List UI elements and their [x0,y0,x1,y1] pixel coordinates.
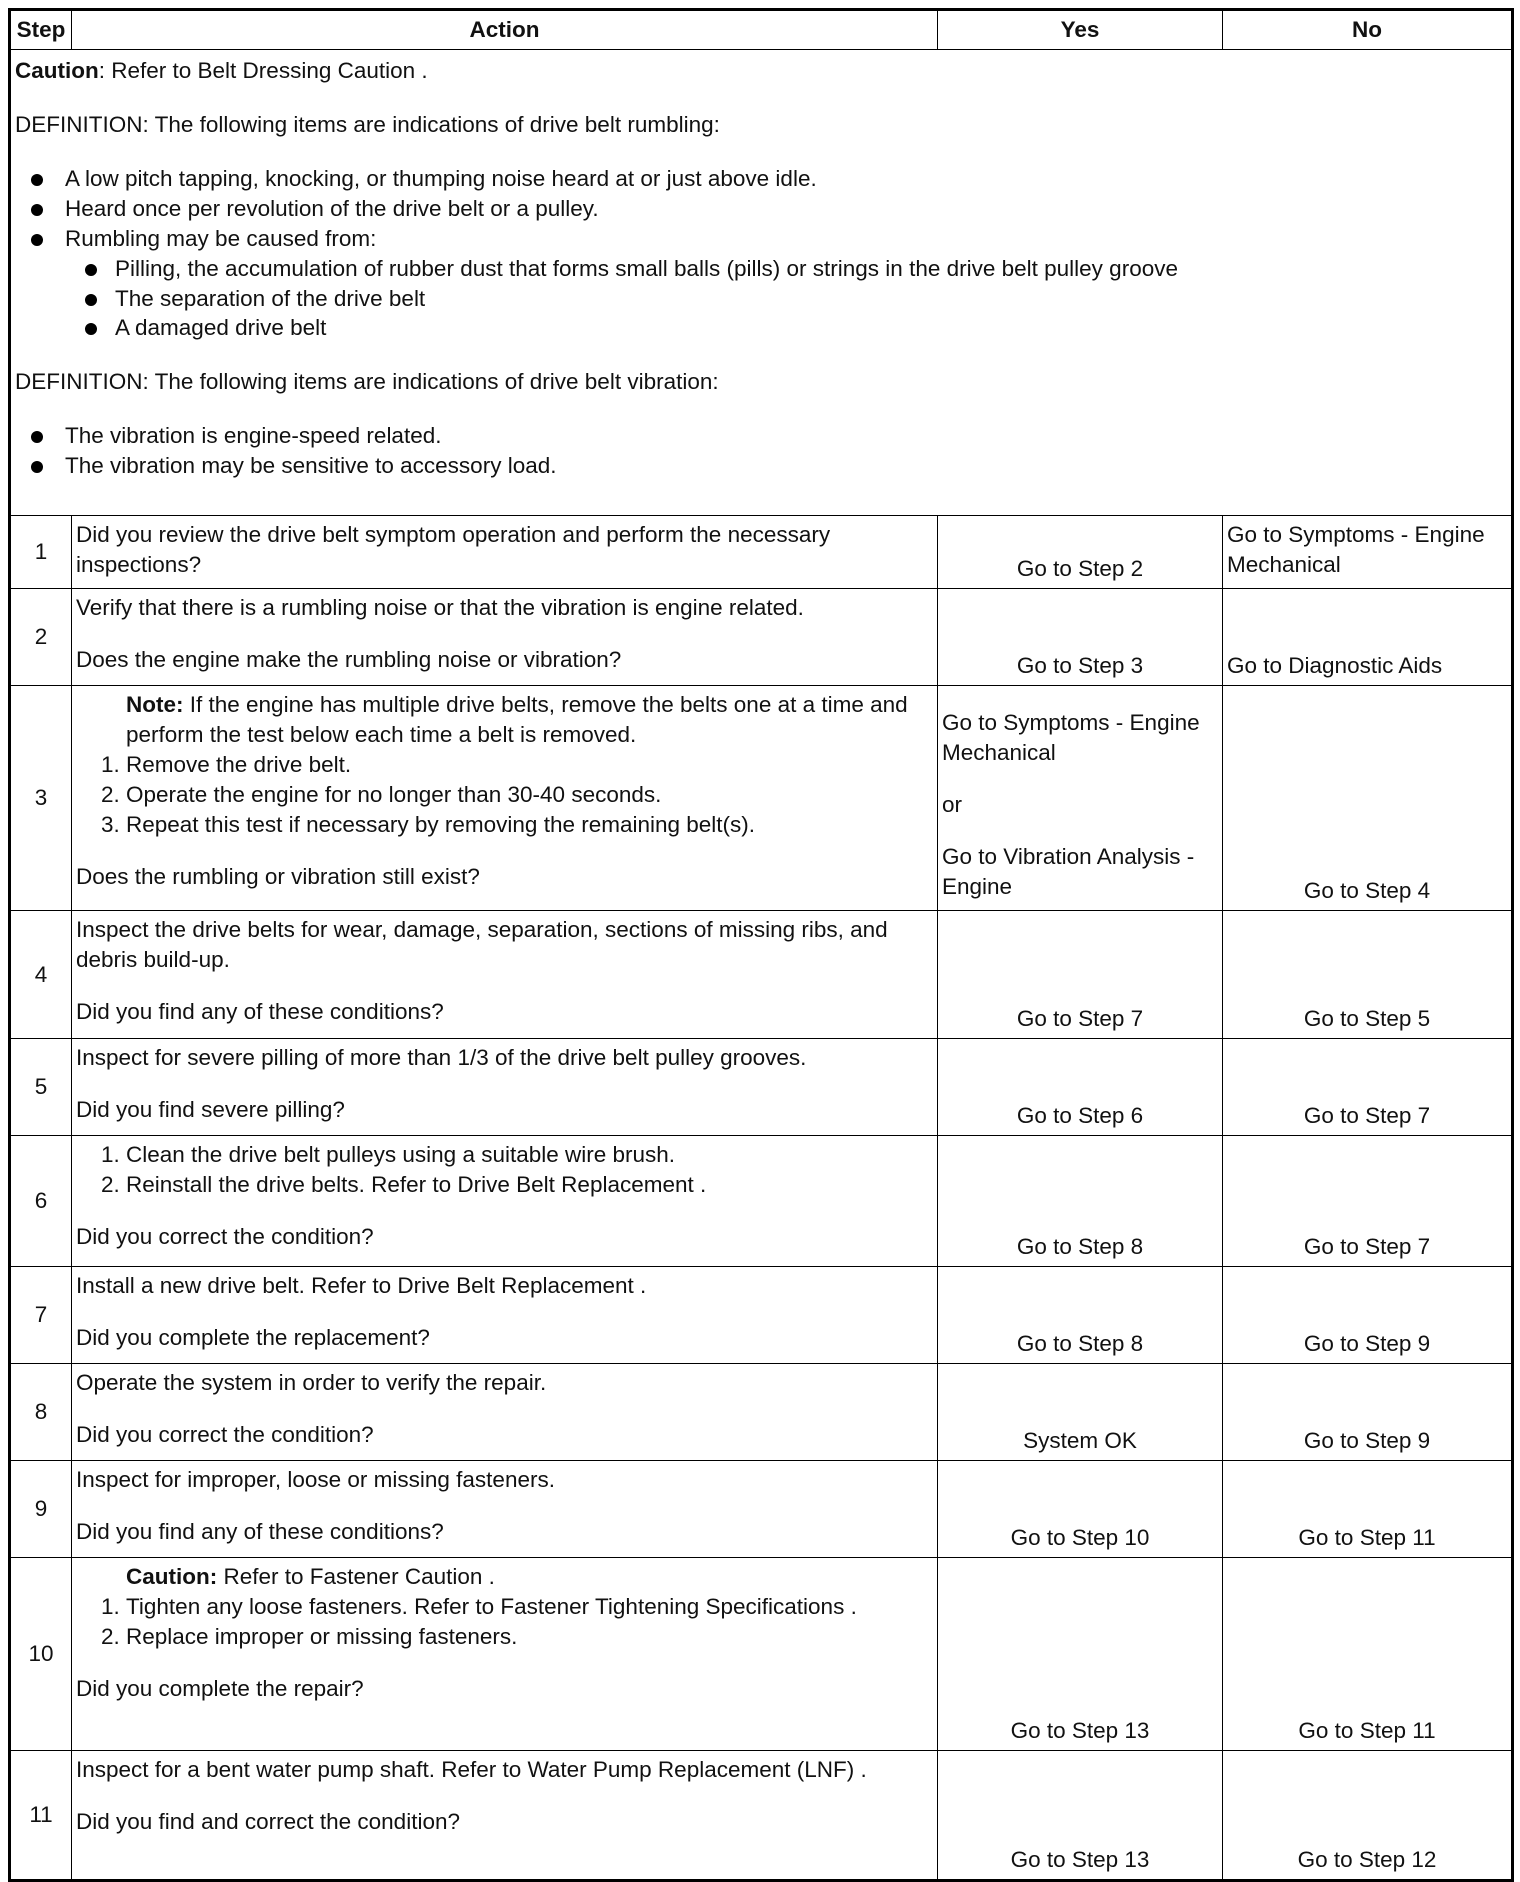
step-yes: Go to Step 2 [938,516,1223,589]
step-no: Go to Step 9 [1223,1267,1513,1364]
step-question: Did you correct the condition? [76,1223,374,1249]
step-question: Did you find any of these conditions? [76,1518,444,1544]
step-no: Go to Step 9 [1223,1364,1513,1461]
step-list [76,750,933,840]
step-action [72,911,938,1039]
step-yes: Go to Step 13 [938,1558,1223,1751]
step-number: 4 [10,911,72,1039]
list-item: 3. Repeat this test if necessary by removing the remaining belt(s). [126,810,933,840]
step-yes-or: or [942,791,963,817]
step-number: 6 [10,1136,72,1267]
table-row [10,1136,1513,1267]
step-question: Did you find severe pilling? [76,1096,345,1122]
step-yes [938,686,1223,911]
step-question: Did you complete the repair? [76,1675,364,1701]
step-question: Does the engine make the rumbling noise or vibration? [76,646,622,672]
step-no: Go to Step 7 [1223,1039,1513,1136]
step-yes-option: Go to Vibration Analysis - Engine [942,843,1195,899]
step-number: 3 [10,686,72,911]
rumbling-causes-list [65,254,1507,344]
step-question: Did you find and correct the condition? [76,1808,460,1834]
table-row [10,1461,1513,1558]
step-yes: Go to Step 13 [938,1751,1223,1881]
diagnostic-table [8,8,1514,1882]
step-no: Go to Step 11 [1223,1558,1513,1751]
step-text: Inspect for severe pilling of more than 1/3 of the drive belt pulley grooves. [76,1045,807,1070]
note-text: Refer to Fastener Caution . [217,1564,495,1589]
rumbling-definition: DEFINITION: The following items are indications of drive belt rumbling: [15,111,720,137]
step-number: 2 [10,589,72,686]
step-text: Inspect the drive belts for wear, damage, separation, sections of missing ribs, and debris build-up. [76,917,888,972]
step-no: Go to Step 7 [1223,1136,1513,1267]
step-list [76,1140,933,1200]
step-yes: System OK [938,1364,1223,1461]
step-yes: Go to Step 8 [938,1136,1223,1267]
table-row [10,1558,1513,1751]
note-label: Note: [126,692,184,717]
step-action [72,1364,938,1461]
list-item: A low pitch tapping, knocking, or thumping noise heard at or just above idle. [65,164,1507,194]
step-yes: Go to Step 10 [938,1461,1223,1558]
caution-line [15,56,1507,86]
step-action [72,516,938,589]
step-number: 7 [10,1267,72,1364]
step-action [72,686,938,911]
list-item: 1. Clean the drive belt pulleys using a suitable wire brush. [126,1140,933,1170]
step-action [72,589,938,686]
list-item: The separation of the drive belt [115,284,1507,314]
step-number: 8 [10,1364,72,1461]
list-item: Heard once per revolution of the drive belt or a pulley. [65,194,1507,224]
list-item: 2. Operate the engine for no longer than 30-40 seconds. [126,780,933,810]
step-text: Verify that there is a rumbling noise or that the vibration is engine related. [76,595,804,620]
table-row [10,1267,1513,1364]
step-no [1223,516,1513,589]
step-text: Inspect for a bent water pump shaft. Refer to Water Pump Replacement (LNF) . [76,1757,867,1782]
list-item: 1. Tighten any loose fasteners. Refer to Fastener Tightening Specifications . [126,1592,933,1622]
rumbling-list [15,164,1507,344]
step-text: Inspect for improper, loose or missing fasteners. [76,1467,555,1492]
list-item: The vibration may be sensitive to accessory load. [65,451,1507,481]
intro-cell [10,50,1513,516]
step-yes: Go to Step 6 [938,1039,1223,1136]
table-row [10,589,1513,686]
header-row [10,10,1513,50]
header-action: Action [72,10,938,50]
caution-text: : Refer to Belt Dressing Caution . [98,58,428,83]
step-no: Go to Step 5 [1223,911,1513,1039]
step-no: Go to Diagnostic Aids [1223,589,1513,686]
list-item: A damaged drive belt [115,313,1507,343]
header-step: Step [10,10,72,50]
vibration-definition: DEFINITION: The following items are indications of drive belt vibration: [15,369,719,395]
step-action [72,1751,938,1881]
step-text: Did you review the drive belt symptom operation and perform the necessary inspections? [76,522,831,577]
table-row [10,911,1513,1039]
step-number: 5 [10,1039,72,1136]
header-no: No [1223,10,1513,50]
list-item: 2. Reinstall the drive belts. Refer to Drive Belt Replacement . [126,1170,933,1200]
list-item: Pilling, the accumulation of rubber dust that forms small balls (pills) or strings in the drive belt pulley groove [115,254,1507,284]
step-action [72,1039,938,1136]
step-text: Operate the system in order to verify the repair. [76,1370,547,1395]
step-note [76,1562,933,1592]
list-item: The vibration is engine-speed related. [65,421,1507,451]
step-question: Did you find any of these conditions? [76,998,444,1024]
step-yes: Go to Step 7 [938,911,1223,1039]
vibration-list [15,421,1507,481]
step-text: Install a new drive belt. Refer to Drive Belt Replacement . [76,1273,647,1298]
step-number: 9 [10,1461,72,1558]
step-action [72,1136,938,1267]
step-question: Does the rumbling or vibration still exist? [76,863,480,889]
list-item-text: Rumbling may be caused from: [65,225,377,251]
list-item [65,224,1507,344]
step-question: Did you complete the replacement? [76,1324,430,1350]
step-no: Go to Step 4 [1223,686,1513,911]
header-yes: Yes [938,10,1223,50]
step-yes: Go to Step 8 [938,1267,1223,1364]
step-yes: Go to Step 3 [938,589,1223,686]
step-yes-option: Go to Symptoms - Engine Mechanical [942,710,1200,765]
step-no-text: Go to Symptoms - Engine Mechanical [1227,522,1485,577]
step-action [72,1461,938,1558]
step-number: 1 [10,516,72,589]
note-text: If the engine has multiple drive belts, remove the belts one at a time and perform the test below each time a belt is removed. [126,692,908,747]
step-note [76,690,933,750]
table-row [10,516,1513,589]
table-row [10,1039,1513,1136]
table-row [10,1751,1513,1881]
table-row [10,686,1513,911]
step-action [72,1267,938,1364]
caution-label: Caution [15,58,99,83]
step-number: 10 [10,1558,72,1751]
intro-row [10,50,1513,516]
step-list [76,1592,933,1652]
note-label: Caution: [126,1564,218,1589]
step-action [72,1558,938,1751]
list-item: 2. Replace improper or missing fasteners. [126,1622,933,1652]
step-no: Go to Step 12 [1223,1751,1513,1881]
list-item: 1. Remove the drive belt. [126,750,933,780]
table-row [10,1364,1513,1461]
step-number: 11 [10,1751,72,1881]
step-question: Did you correct the condition? [76,1421,374,1447]
step-no: Go to Step 11 [1223,1461,1513,1558]
